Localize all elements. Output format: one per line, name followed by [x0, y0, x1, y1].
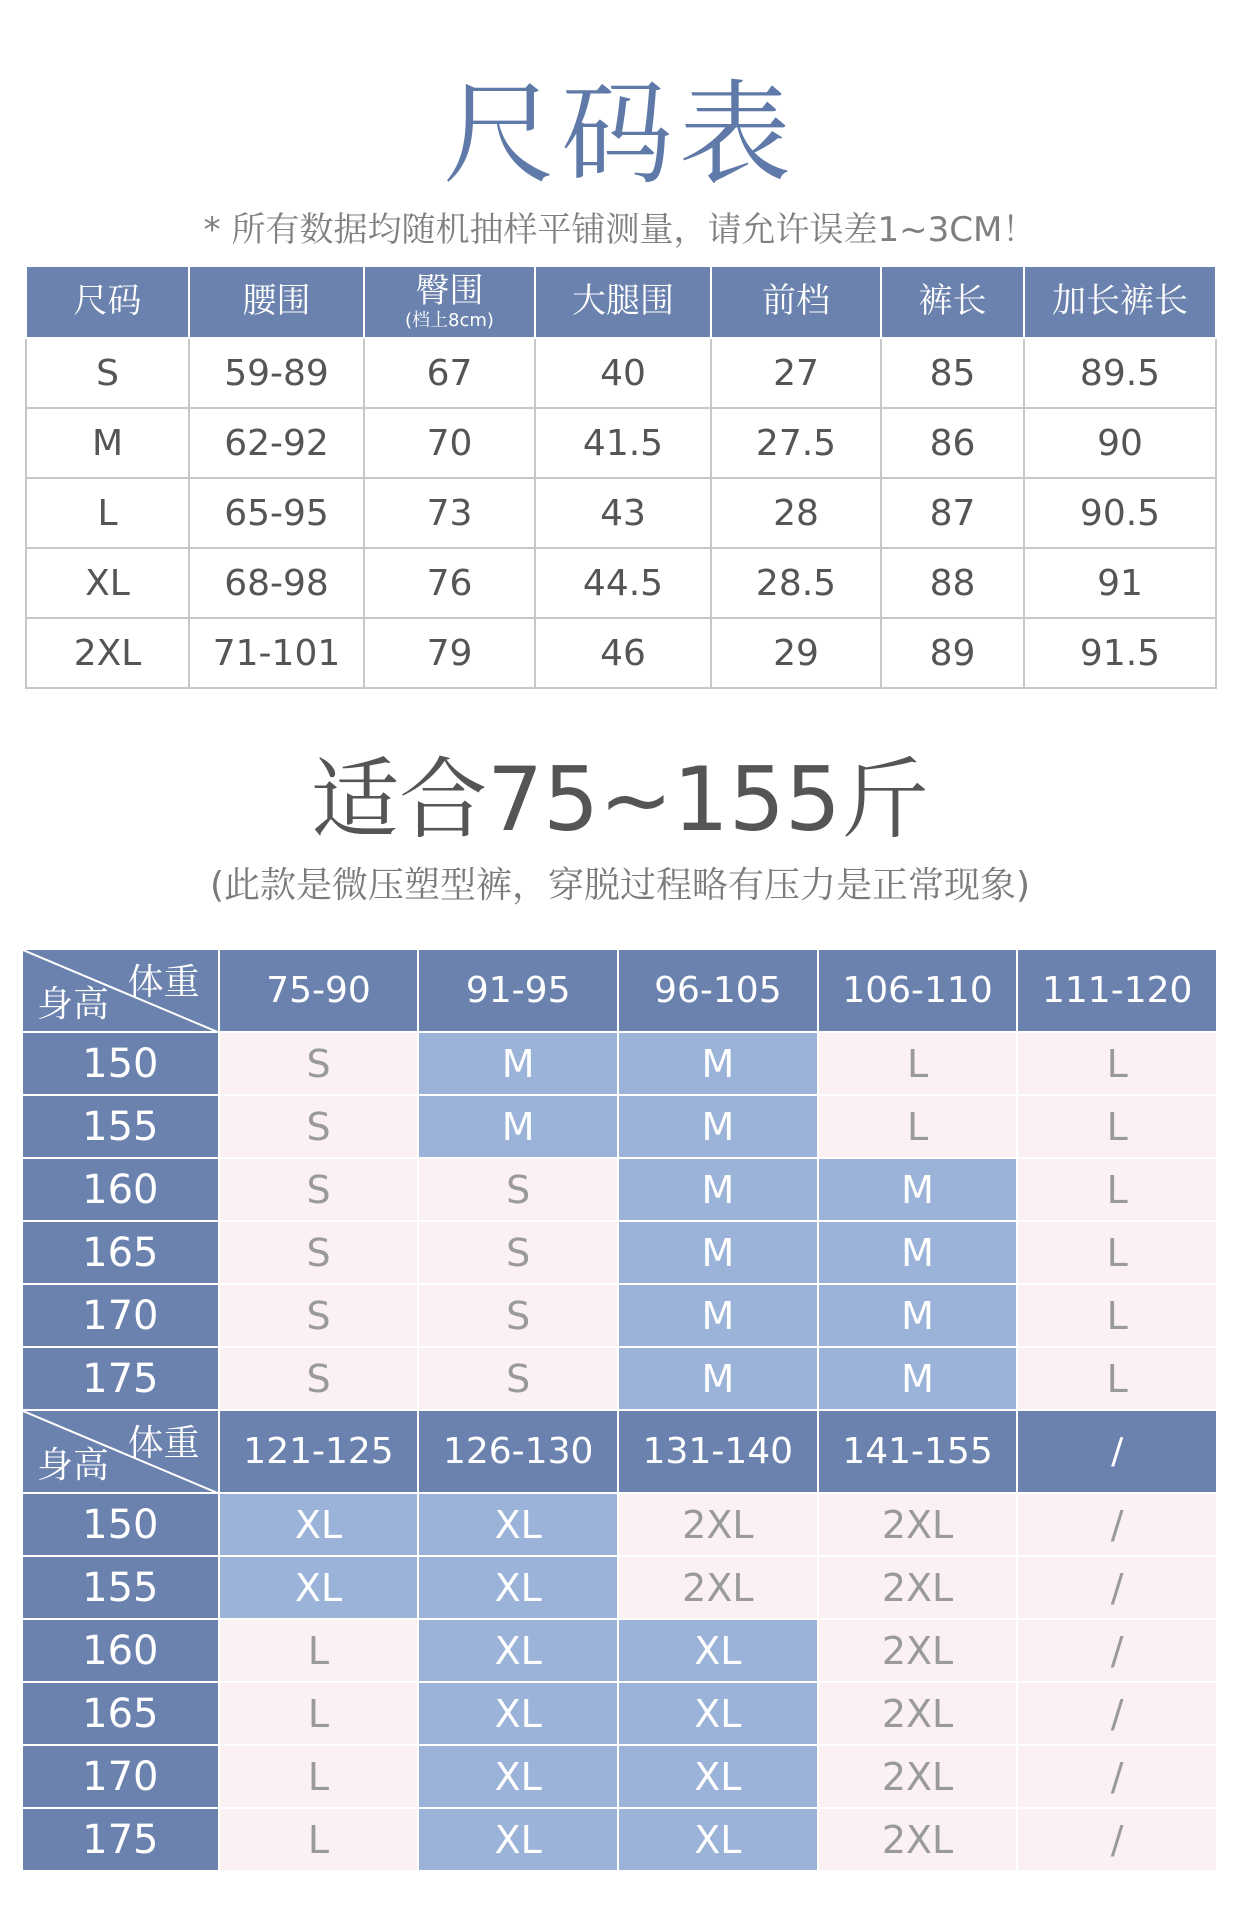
fit-grid: [23, 950, 1218, 1872]
table-cell: 2XL: [26, 618, 189, 688]
corner-weight-label: 体重: [127, 1423, 200, 1464]
size-cell: M: [819, 1159, 1019, 1222]
size-cell: /: [1018, 1557, 1218, 1620]
height-label: 150: [23, 1033, 220, 1096]
height-label: 170: [23, 1285, 220, 1348]
table-cell: 68-98: [189, 548, 364, 618]
size-cell: L: [1018, 1285, 1218, 1348]
weight-range-header: /: [1018, 1411, 1218, 1494]
size-cell: 2XL: [819, 1494, 1019, 1557]
size-cell: XL: [220, 1494, 420, 1557]
col-header-extended-length: 加长裤长: [1024, 266, 1216, 338]
size-cell: XL: [619, 1746, 819, 1809]
table-cell: 28.5: [711, 548, 881, 618]
table-cell: 71-101: [189, 618, 364, 688]
height-label: 155: [23, 1096, 220, 1159]
fit-row: [23, 1746, 1218, 1809]
corner-header-cell: [23, 950, 220, 1033]
size-cell: S: [220, 1222, 420, 1285]
size-cell: S: [220, 1096, 420, 1159]
size-cell: L: [220, 1620, 420, 1683]
table-cell: 91.5: [1024, 618, 1216, 688]
size-cell: S: [419, 1159, 619, 1222]
height-label: 150: [23, 1494, 220, 1557]
weight-range-header: 111-120: [1018, 950, 1218, 1033]
size-cell: XL: [419, 1809, 619, 1872]
size-cell: S: [419, 1348, 619, 1411]
table-cell: 88: [881, 548, 1024, 618]
size-cell: S: [220, 1033, 420, 1096]
size-cell: M: [619, 1159, 819, 1222]
size-cell: M: [619, 1033, 819, 1096]
size-cell: M: [419, 1033, 619, 1096]
fit-row: [23, 1809, 1218, 1872]
corner-header-cell: [23, 1411, 220, 1494]
weight-range-header: 126-130: [419, 1411, 619, 1494]
weight-range-header: 91-95: [419, 950, 619, 1033]
height-label: 155: [23, 1557, 220, 1620]
size-cell: XL: [619, 1620, 819, 1683]
table-cell: 79: [364, 618, 535, 688]
size-cell: 2XL: [619, 1494, 819, 1557]
size-cell: XL: [419, 1557, 619, 1620]
size-cell: L: [220, 1809, 420, 1872]
height-label: 160: [23, 1620, 220, 1683]
table-cell: 27: [711, 338, 881, 408]
size-cell: L: [819, 1033, 1019, 1096]
size-cell: 2XL: [819, 1809, 1019, 1872]
size-cell: L: [1018, 1348, 1218, 1411]
col-header-waist: 腰围: [189, 266, 364, 338]
height-label: 175: [23, 1809, 220, 1872]
table-cell: 89: [881, 618, 1024, 688]
size-cell: XL: [619, 1809, 819, 1872]
table-cell: 43: [535, 478, 711, 548]
size-cell: M: [819, 1222, 1019, 1285]
fit-row: [23, 1096, 1218, 1159]
size-cell: /: [1018, 1809, 1218, 1872]
col-header-thigh: 大腿围: [535, 266, 711, 338]
table-row: [26, 548, 1216, 618]
table-cell: 76: [364, 548, 535, 618]
size-cell: 2XL: [819, 1683, 1019, 1746]
size-cell: 2XL: [819, 1620, 1019, 1683]
table-cell: 73: [364, 478, 535, 548]
table-cell: 90.5: [1024, 478, 1216, 548]
fit-header-row: [23, 1411, 1218, 1494]
table-cell: 89.5: [1024, 338, 1216, 408]
size-cell: M: [819, 1285, 1019, 1348]
col-header-length: 裤长: [881, 266, 1024, 338]
table-row: [26, 408, 1216, 478]
table-cell: 85: [881, 338, 1024, 408]
height-label: 165: [23, 1683, 220, 1746]
weight-range-header: 131-140: [619, 1411, 819, 1494]
fit-row: [23, 1683, 1218, 1746]
table-cell: 62-92: [189, 408, 364, 478]
size-cell: /: [1018, 1746, 1218, 1809]
table-cell: 59-89: [189, 338, 364, 408]
size-cell: XL: [419, 1620, 619, 1683]
size-cell: M: [619, 1285, 819, 1348]
size-cell: L: [1018, 1159, 1218, 1222]
col-header-hip-subnote: (档上8cm): [405, 309, 494, 331]
table-cell: 91: [1024, 548, 1216, 618]
weight-range-header: 121-125: [220, 1411, 420, 1494]
col-header-hip-label: 臀围: [415, 271, 484, 312]
size-cell: M: [619, 1096, 819, 1159]
size-cell: M: [619, 1222, 819, 1285]
fit-row: [23, 1557, 1218, 1620]
fit-row: [23, 1285, 1218, 1348]
corner-height-label: 身高: [37, 984, 110, 1025]
size-cell: XL: [419, 1746, 619, 1809]
size-cell: M: [619, 1348, 819, 1411]
corner-weight-label: 体重: [127, 962, 200, 1003]
table-cell: 28: [711, 478, 881, 548]
table-cell: 46: [535, 618, 711, 688]
table-cell: L: [26, 478, 189, 548]
measurement-note: * 所有数据均随机抽样平铺测量，请允许误差1~3CM！: [203, 210, 1037, 250]
table-cell: 44.5: [535, 548, 711, 618]
size-cell: S: [419, 1285, 619, 1348]
table-cell: 86: [881, 408, 1024, 478]
table-cell: 87: [881, 478, 1024, 548]
size-cell: 2XL: [819, 1746, 1019, 1809]
size-table: [25, 265, 1217, 689]
table-cell: 70: [364, 408, 535, 478]
size-cell: L: [819, 1096, 1019, 1159]
height-label: 165: [23, 1222, 220, 1285]
size-cell: /: [1018, 1683, 1218, 1746]
size-cell: L: [220, 1683, 420, 1746]
table-cell: 67: [364, 338, 535, 408]
size-cell: S: [220, 1348, 420, 1411]
size-cell: XL: [220, 1557, 420, 1620]
fit-note: (此款是微压塑型裤，穿脱过程略有压力是正常现象): [209, 865, 1031, 906]
size-table-header-row: [26, 266, 1216, 338]
table-cell: 90: [1024, 408, 1216, 478]
table-row: [26, 338, 1216, 408]
fit-title: 适合75~155斤: [311, 748, 929, 851]
size-cell: /: [1018, 1620, 1218, 1683]
fit-row: [23, 1222, 1218, 1285]
size-cell: 2XL: [819, 1557, 1019, 1620]
size-cell: /: [1018, 1494, 1218, 1557]
weight-range-header: 141-155: [819, 1411, 1019, 1494]
size-cell: S: [220, 1159, 420, 1222]
table-row: [26, 618, 1216, 688]
size-cell: L: [1018, 1222, 1218, 1285]
fit-row: [23, 1620, 1218, 1683]
weight-range-header: 75-90: [220, 950, 420, 1033]
fit-row: [23, 1494, 1218, 1557]
size-cell: L: [220, 1746, 420, 1809]
col-header-size: 尺码: [26, 266, 189, 338]
table-cell: 27.5: [711, 408, 881, 478]
corner-height-label: 身高: [37, 1445, 110, 1486]
table-cell: 41.5: [535, 408, 711, 478]
size-cell: L: [1018, 1096, 1218, 1159]
table-cell: 40: [535, 338, 711, 408]
weight-range-header: 96-105: [619, 950, 819, 1033]
size-cell: S: [220, 1285, 420, 1348]
fit-row: [23, 1033, 1218, 1096]
height-label: 170: [23, 1746, 220, 1809]
height-label: 175: [23, 1348, 220, 1411]
table-cell: S: [26, 338, 189, 408]
table-cell: M: [26, 408, 189, 478]
fit-row: [23, 1348, 1218, 1411]
size-cell: XL: [419, 1494, 619, 1557]
table-cell: 29: [711, 618, 881, 688]
col-header-front-rise: 前档: [711, 266, 881, 338]
table-cell: XL: [26, 548, 189, 618]
page-title: 尺码表: [443, 70, 797, 200]
col-header-hip: [364, 266, 535, 338]
table-cell: 65-95: [189, 478, 364, 548]
size-cell: 2XL: [619, 1557, 819, 1620]
size-cell: M: [819, 1348, 1019, 1411]
size-cell: S: [419, 1222, 619, 1285]
size-cell: XL: [419, 1683, 619, 1746]
fit-header-row: [23, 950, 1218, 1033]
size-cell: M: [419, 1096, 619, 1159]
size-cell: XL: [619, 1683, 819, 1746]
size-cell: L: [1018, 1033, 1218, 1096]
weight-range-header: 106-110: [819, 950, 1019, 1033]
fit-row: [23, 1159, 1218, 1222]
height-label: 160: [23, 1159, 220, 1222]
table-row: [26, 478, 1216, 548]
